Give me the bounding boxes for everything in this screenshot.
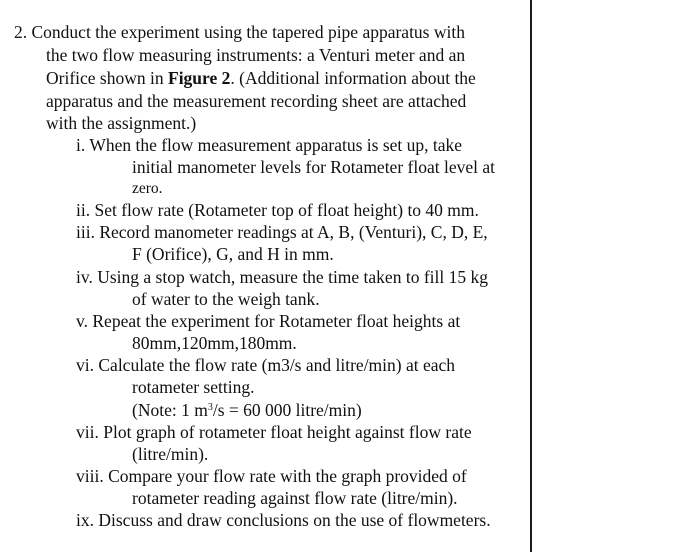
figure-reference: Figure 2 — [168, 68, 231, 88]
question-text: Orifice shown in — [46, 68, 168, 88]
note-text: /s = 60 000 litre/min) — [212, 400, 362, 420]
step-text: rotameter setting. — [132, 377, 255, 397]
step-vii — [76, 421, 472, 443]
step-iv — [76, 266, 488, 288]
note-text: (Note: 1 m — [132, 400, 208, 420]
step-text: Record manometer readings at A, B, (Venturi), C, D, E, — [99, 222, 488, 242]
step-text: rotameter reading against flow rate (litre/min). — [132, 488, 458, 508]
question-text: Conduct the experiment using the tapered pipe apparatus with — [31, 22, 465, 42]
step-v — [76, 310, 460, 332]
step-text: Calculate the flow rate (m3/s and litre/min) at each — [98, 355, 456, 375]
step-text: Repeat the experiment for Rotameter float heights at — [92, 311, 461, 331]
step-vi — [76, 354, 455, 376]
step-i — [76, 134, 462, 156]
question-line-5: with the assignment.) — [46, 113, 197, 133]
note-superscript: 3 — [207, 402, 213, 413]
step-text: of water to the weigh tank. — [132, 289, 320, 309]
step-text: F (Orifice), G, and H in mm. — [132, 244, 334, 264]
step-iii — [76, 221, 488, 243]
question-line-2: the two flow measuring instruments: a Venturi meter and an — [46, 45, 466, 65]
step-text: zero. — [132, 180, 163, 197]
step-ii — [76, 199, 479, 221]
step-number: v. — [76, 311, 88, 331]
step-number: viii. — [76, 466, 104, 486]
step-text: initial manometer levels for Rotameter float level at — [132, 157, 495, 177]
question-line-4: apparatus and the measurement recording sheet are attached — [46, 91, 467, 111]
step-ix — [76, 509, 491, 531]
step-text: Discuss and draw conclusions on the use of flowmeters. — [98, 510, 491, 530]
step-text: Compare your flow rate with the graph provided of — [108, 466, 467, 486]
step-text: Plot graph of rotameter float height against flow rate — [103, 422, 472, 442]
step-number: iii. — [76, 222, 95, 242]
step-number: vi. — [76, 355, 94, 375]
right-margin-rule — [530, 0, 532, 552]
step-text: When the flow measurement apparatus is set up, take — [89, 135, 463, 155]
step-text: (litre/min). — [132, 444, 209, 464]
step-note — [132, 399, 362, 421]
question-line-1 — [14, 21, 465, 43]
step-text: Using a stop watch, measure the time taken to fill 15 kg — [97, 267, 488, 287]
question-line-3 — [46, 67, 476, 89]
question-number: 2. — [14, 22, 28, 42]
step-text: 80mm,120mm,180mm. — [132, 333, 297, 353]
step-number: iv. — [76, 267, 93, 287]
step-text: Set flow rate (Rotameter top of float height) to 40 mm. — [94, 200, 479, 220]
step-number: ix. — [76, 510, 94, 530]
question-text: . (Additional information about the — [230, 68, 476, 88]
step-number: i. — [76, 135, 86, 155]
step-number: vii. — [76, 422, 99, 442]
step-viii — [76, 465, 467, 487]
step-number: ii. — [76, 200, 91, 220]
